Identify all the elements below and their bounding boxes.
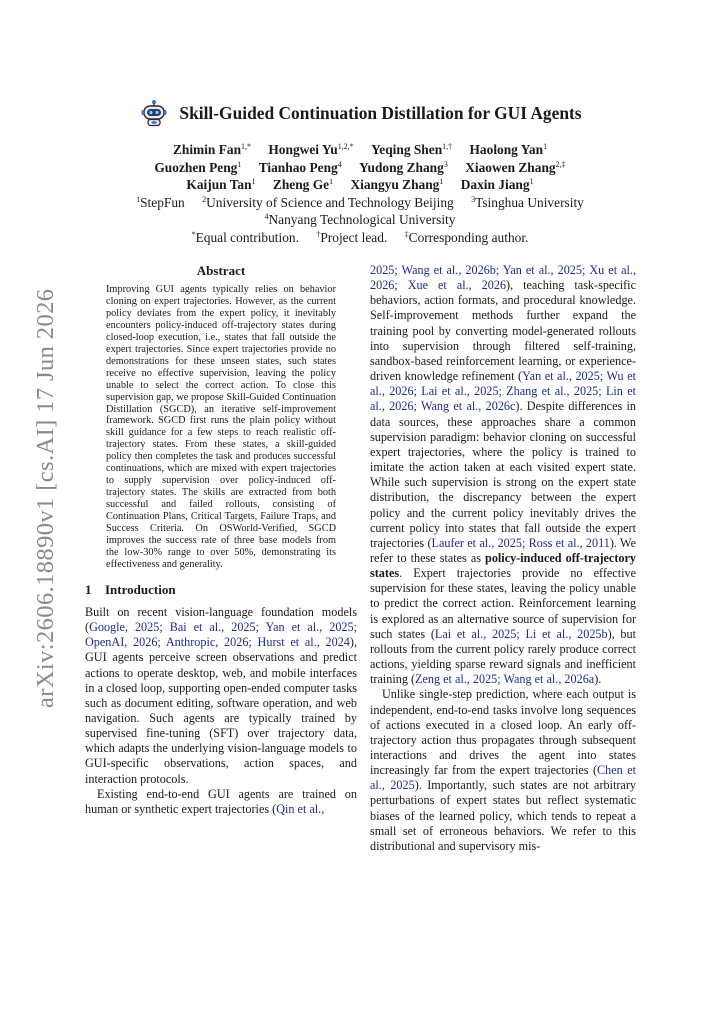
author-row	[80, 176, 640, 194]
author-name: Yeqing Shen	[371, 142, 443, 157]
citation-link[interactable]: Yan et al., 2025; Wu et al., 2026; Lai et al., 2025; Zhang et al., 2025; Lin et al., 2026; Wang et al., 2026c	[370, 369, 636, 414]
section-heading	[85, 582, 357, 598]
text-run: . Expert trajectories provide no effective supervision for these states, leaving the policy unable to predict the correct action. Reinforcement learning is explored as an alternative source of supervision for such states (	[370, 566, 636, 641]
citation-link[interactable]: Lai et al., 2025; Li et al., 2025b	[434, 626, 608, 641]
text-run: ), but rollouts from the current policy rarely produce correct actions, yielding sparse reward signals and inefficient training (	[370, 626, 637, 687]
text-run: ), GUI agents perceive screen observations and predict actions to operate desktop, web, and mobile interfaces in a closed loop, supporting open-ended computer tasks such as document editing, software operation, and web navigation. Such agents are typically trained by supervised fine-tuning (SFT) over trajectory data, which adapts the underlying vision-language models to GUI-specific observations, action spaces, and interaction protocols.	[85, 635, 357, 786]
author-sup: 1	[543, 142, 548, 151]
author-row	[80, 159, 640, 177]
citation-link[interactable]: Zeng et al., 2025; Wang et al., 2026a	[415, 672, 595, 687]
author-sup: 3	[443, 159, 448, 169]
author-sup: 1	[251, 177, 256, 187]
text-run: ). Despite differences in data sources, these approaches share a common supervision paradigm: behavior cloning on successful expert trajectories, where the policy is trained to imitate the action taken at each visited expert state. While such supervision is strong on the expert state distribution, the discrepancy between the expert policy and the current policy inevitably drives the current policy into states that fall outside the expert trajectories (	[370, 399, 636, 550]
citation-link[interactable]: 2025; Wang et al., 2026b; Yan et al., 2025; Xu et al., 2026; Xue et al., 2026	[370, 263, 636, 293]
affil-sup: 2	[202, 194, 207, 204]
affil-sup: 1	[136, 194, 141, 204]
author-name: Tianhao Peng	[258, 159, 338, 175]
text-run: Unlike single-step prediction, where each output is independent, end-to-end tasks involve long sequences of actions executed in a closed loop. An early off-trajectory action thus propagates through subsequent interactions and drives the agent into states increasingly far from the expert trajectories (	[370, 687, 636, 778]
affiliation: Nanyang Technological University	[268, 212, 456, 228]
citation-link[interactable]: Laufer et al., 2025; Ross et al., 2011	[431, 535, 610, 550]
author-row	[80, 141, 640, 159]
author-sup: 1,†	[442, 142, 453, 151]
notes-row	[80, 229, 640, 247]
abstract-heading: Abstract	[196, 263, 246, 278]
author-sup: 1	[529, 177, 534, 187]
intro-paragraph	[370, 687, 636, 854]
intro-paragraph	[85, 787, 357, 817]
intro-paragraph-continued	[370, 263, 636, 687]
citation-link[interactable]: Google, 2025; Bai et al., 2025; Yan et al., 2025; OpenAI, 2026; Anthropic, 2026; Hurst et al., 2024	[85, 620, 357, 650]
note: Equal contribution.	[195, 229, 299, 245]
author-name: Guozhen Peng	[154, 159, 238, 175]
affil-sup: 3	[471, 194, 476, 204]
author-name: Yudong Zhang	[359, 159, 444, 175]
left-column	[85, 263, 357, 817]
author-sup: 1	[237, 159, 242, 169]
note-sup: *	[191, 229, 196, 239]
text-run: ).	[594, 672, 602, 687]
author-sup: 2,‡	[555, 159, 566, 169]
affiliation: StepFun	[140, 194, 185, 210]
author-name: Zhimin Fan	[172, 142, 242, 157]
author-sup: 1	[329, 177, 334, 187]
author-block	[80, 141, 640, 247]
author-name: Xiangyu Zhang	[350, 177, 440, 193]
right-column	[370, 263, 636, 854]
arxiv-stamp: arXiv:2606.18890v1 [cs.AI] 17 Jun 2026	[32, 288, 59, 708]
paper-title: Skill-Guided Continuation Distillation for GUI Agents	[179, 102, 582, 123]
text-run: Existing end-to-end GUI agents are trained on human or synthetic expert trajectories (	[85, 786, 357, 816]
author-sup: 1,2,*	[337, 142, 354, 151]
text-run: Built on recent vision-language foundation models (	[85, 604, 357, 635]
note-sup: †	[316, 229, 321, 239]
author-sup: 1,*	[241, 142, 252, 151]
author-name: Daxin Jiang	[460, 177, 530, 193]
note: Corresponding author.	[408, 229, 529, 245]
author-sup: 1	[439, 177, 444, 187]
section-title: Introduction	[105, 581, 176, 597]
text-run: ), teaching task-specific behaviors, action formats, and procedural knowledge. Self-improvement methods further expand the training pool by converting model-generated rollouts into supervision through filtered self-training, sandbox-based reinforcement learning, or experience-driven knowledge refinement (	[370, 278, 636, 384]
note-sup: ‡	[404, 229, 409, 239]
citation-link[interactable]: Chen et al., 2025	[370, 763, 636, 793]
citation-link[interactable]: Qin et al.,	[276, 801, 325, 816]
title-row	[0, 98, 721, 128]
affiliation-row	[80, 194, 640, 212]
section-number: 1	[85, 581, 92, 597]
robot-logo-icon	[139, 98, 169, 128]
author-sup: 4	[337, 159, 342, 169]
author-name: Hongwei Yu	[268, 142, 338, 157]
abstract-text: Improving GUI agents typically relies on behavior cloning on expert trajectories. However, as the current policy deviates from the expert policy, it inevitably encounters policy-induced off-trajectory states during closed-loop execution, i.e., states that fall outside the expert trajectories. Since expert trajectories provide no demonstrations for these unseen states, such states receive no effective supervision, leaving the policy unable to select the correct action. To close this supervision gap, we propose Skill-Guided Continuation Distillation (SGCD), an iterative self-improvement framework. SGCD first runs the plain policy without skill guidance for a few steps to reach realistic off-trajectory states. From these states, a skill-guided policy then completes the task and produces successful continuations, which are mixed with expert trajectories to supply supervision over policy-induced off-trajectory states. The skills are extracted from both successful and failed rollouts, consisting of Continuation Plans, Critical Targets, Failure Traps, and Success Criteria. On OSWorld-Verified, SGCD improves the success rate of three base models from the low-30% range to over 50%, demonstrating its effectiveness and generality.	[106, 284, 336, 570]
author-name: Zheng Ge	[272, 177, 330, 193]
affiliation: Tsinghua University	[475, 194, 584, 210]
emphasis-term: policy-induced off-trajectory states	[370, 550, 636, 581]
author-name: Kaijun Tan	[186, 177, 252, 193]
author-name: Xiaowen Zhang	[465, 159, 556, 175]
text-run: ). We refer to these states as	[370, 535, 636, 565]
intro-paragraph	[85, 605, 357, 787]
affiliation: University of Science and Technology Beijing	[206, 194, 454, 210]
affiliation-row	[80, 211, 640, 229]
affil-sup: 4	[264, 212, 269, 222]
note: Project lead.	[320, 229, 388, 245]
text-run: ). Importantly, such states are not arbitrary perturbations of expert states but reflect systematic biases of the learned policy, which tends to repeat a small set of erroneous behaviors. We refer to this distributional and supervisory mis-	[370, 778, 636, 853]
author-name: Haolong Yan	[469, 142, 544, 157]
